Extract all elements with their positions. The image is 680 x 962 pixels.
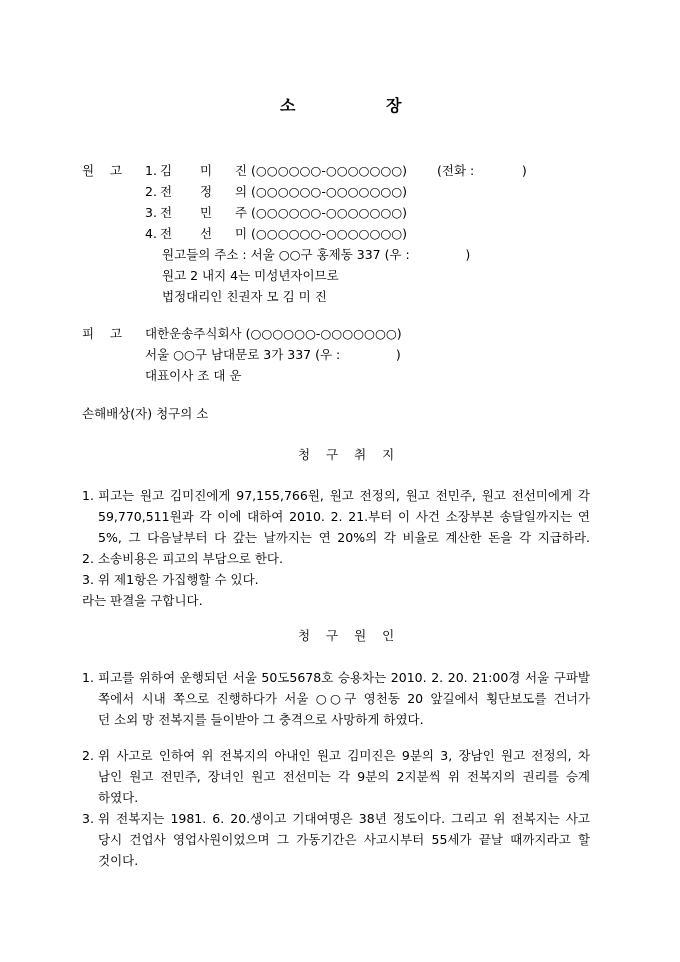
paragraph-line: 하였다. [98, 790, 139, 805]
document-title-first-char: 소 [280, 96, 296, 115]
plaintiff-id-number: (○○○○○○-○○○○○○○) [251, 205, 408, 220]
plaintiff-name-char: 전 [160, 184, 173, 199]
paragraph-line: 5%, 그 다음날부터 다 갚는 날까지는 연 20%의 각 비율로 계산한 돈을 각 지급하라. [98, 530, 591, 545]
plaintiff-name-char: 전 [160, 226, 173, 241]
paragraph-line: 위 전복지는 1981. 6. 20.생이고 기대여명은 38년 정도이다. 그리고 위 전복지는 사고 [98, 811, 590, 826]
plaintiff-number: 3. [145, 205, 157, 220]
paragraph-line: 던 소외 망 전복지를 들이받아 그 충격으로 사망하게 하였다. [98, 712, 424, 727]
plaintiff-id-number: (○○○○○○-○○○○○○○) [251, 184, 408, 199]
plaintiff-address: 원고들의 주소 : 서울 ○○구 홍제동 337 (우 : ) [162, 247, 471, 262]
paragraph-line: 남인 원고 전민주, 장녀인 원고 전선미는 각 9분의 2지분씩 위 전복지의 권리를 승계 [98, 769, 590, 784]
item-number: 1. [82, 488, 94, 503]
paragraph-line: 피고를 위하여 운행되던 서울 50도5678호 승용차는 2010. 2. 20. 21:00경 서울 구파발 [98, 670, 590, 685]
plaintiff-phone: (전화 : ) [437, 163, 527, 178]
plaintiff-name-char: 선 [200, 226, 213, 241]
paragraph-line: 소송비용은 피고의 부담으로 한다. [98, 551, 283, 566]
plaintiff-name-char: 진 [235, 163, 248, 178]
plaintiff-label: 원 고 [82, 163, 129, 178]
plaintiff-name-char: 의 [235, 184, 248, 199]
plaintiff-legal-representative: 법정대리인 친권자 모 김 미 진 [162, 289, 327, 304]
plaintiff-number: 4. [145, 226, 157, 241]
item-number: 2. [82, 551, 94, 566]
plaintiff-id-number: (○○○○○○-○○○○○○○) [251, 226, 408, 241]
plaintiff-number: 1. [145, 163, 157, 178]
plaintiff-name-char: 주 [235, 205, 248, 220]
item-number: 1. [82, 670, 94, 685]
claim-purpose-heading: 청 구 취 지 [298, 447, 401, 462]
item-number: 3. [82, 811, 94, 826]
paragraph-line: 것이다. [98, 853, 139, 868]
plaintiff-name-char: 미 [200, 163, 213, 178]
paragraph-line: 피고는 원고 김미진에게 97,155,766원, 원고 전정의, 원고 전민주, 원고 전선미에게 각 [98, 488, 590, 503]
plaintiff-name-char: 전 [160, 205, 173, 220]
plaintiff-id-number: (○○○○○○-○○○○○○○) [251, 163, 408, 178]
plaintiff-number: 2. [145, 184, 157, 199]
defendant-address: 서울 ○○구 남대문로 3가 337 (우 : ) [145, 347, 401, 362]
paragraph-line: 위 제1항은 가집행할 수 있다. [98, 572, 259, 587]
case-title: 손해배상(자) 청구의 소 [82, 406, 209, 421]
plaintiff-name-char: 김 [160, 163, 173, 178]
item-number: 2. [82, 748, 94, 763]
plaintiff-name-char: 정 [200, 184, 213, 199]
document-title-second-char: 장 [386, 96, 402, 115]
claim-cause-heading: 청 구 원 인 [298, 628, 401, 643]
plaintiff-name-char: 민 [200, 205, 213, 220]
plaintiff-name-char: 미 [235, 226, 248, 241]
paragraph-line: 쪽에서 시내 쪽으로 진행하다가 서울 ○○구 영천동 20 앞길에서 횡단보도를 건너가 [98, 691, 590, 706]
paragraph-line: 59,770,511원과 각 이에 대하여 2010. 2. 21.부터 이 사건 소장부본 송달일까지는 연 [98, 509, 590, 524]
paragraph-line: 당시 건업사 영업사원이었으며 그 가동기간은 사고시부터 55세가 끝날 때까지라고 할 [98, 832, 590, 847]
paragraph-line: 위 사고로 인하여 위 전복지의 아내인 원고 김미진은 9분의 3, 장남인 원고 전정의, 차 [98, 748, 590, 763]
defendant-label: 피 고 [82, 326, 129, 341]
defendant-name: 대한운송주식회사 (○○○○○○-○○○○○○○) [145, 326, 402, 341]
item-number: 3. [82, 572, 94, 587]
claim-purpose-closing: 라는 판결을 구합니다. [82, 593, 203, 608]
defendant-ceo: 대표이사 조 대 운 [145, 368, 242, 383]
plaintiff-minor-note: 원고 2 내지 4는 미성년자이므로 [162, 268, 339, 283]
